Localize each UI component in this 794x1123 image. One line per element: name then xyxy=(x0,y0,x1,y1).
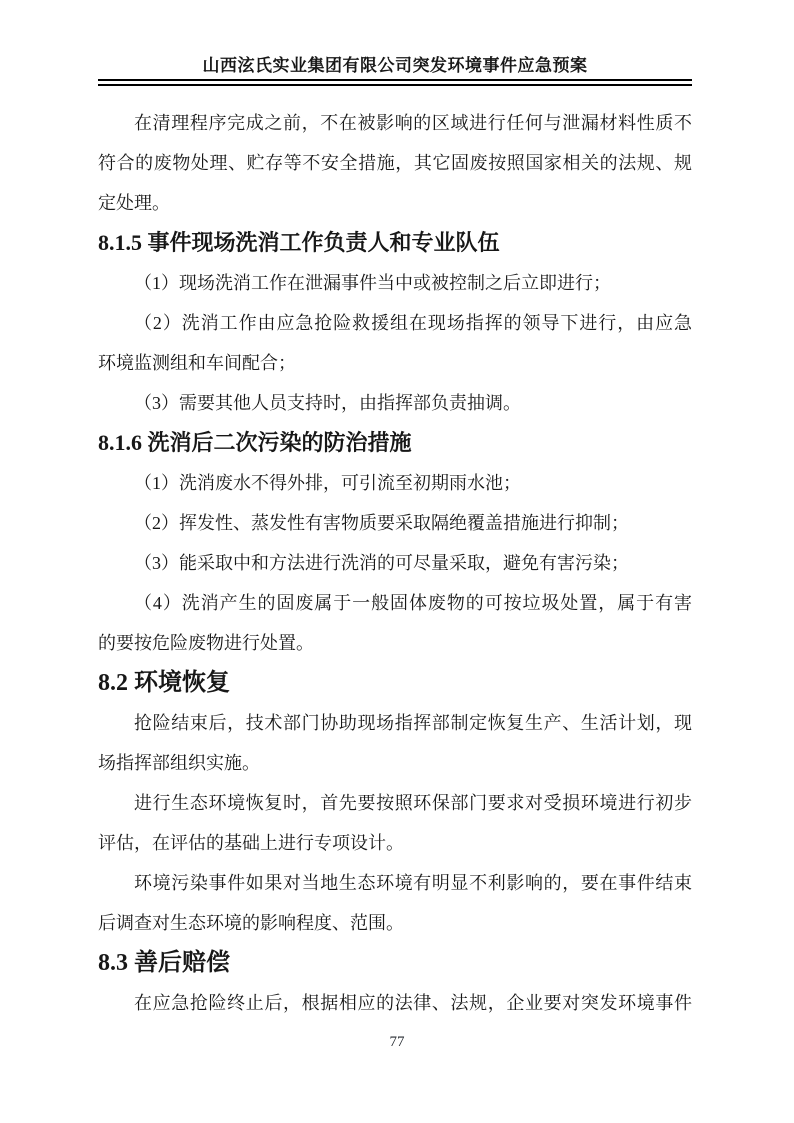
header-rule-bottom xyxy=(98,84,692,86)
intro-line: 在清理程序完成之前，不在被影响的区域进行任何与泄漏材料性质不 xyxy=(134,113,692,133)
list-item-line: （3）需要其他人员支持时，由指挥部负责抽调。 xyxy=(134,393,521,413)
paragraph-line: 进行生态环境恢复时，首先要按照环保部门要求对受损环境进行初步 xyxy=(134,793,692,813)
paragraph-line: 场指挥部组织实施。 xyxy=(98,753,260,773)
intro-line: 定处理。 xyxy=(98,193,170,213)
list-item-line: （3）能采取中和方法进行洗消的可尽量采取，避免有害污染； xyxy=(134,553,629,573)
paragraph-line: 后调查对生态环境的影响程度、范围。 xyxy=(98,913,404,933)
list-item-line: （4）洗消产生的固废属于一般固体废物的可按垃圾处置，属于有害 xyxy=(134,593,692,613)
section-heading-8-1-6: 8.1.6 洗消后二次污染的防治措施 xyxy=(98,430,412,455)
section-heading-8-3: 8.3 善后赔偿 xyxy=(98,950,230,976)
list-item-line: 的要按危险废物进行处置。 xyxy=(98,633,314,653)
paragraph-line: 评估，在评估的基础上进行专项设计。 xyxy=(98,833,404,853)
page-number: 77 xyxy=(389,1034,405,1050)
list-item-line: （2）洗消工作由应急抢险救援组在现场指挥的领导下进行，由应急 xyxy=(134,313,692,333)
paragraph-line: 在应急抢险终止后，根据相应的法律、法规，企业要对突发环境事件 xyxy=(134,993,692,1013)
header-double-rule xyxy=(98,79,692,86)
list-item-line: （2）挥发性、蒸发性有害物质要采取隔绝覆盖措施进行抑制； xyxy=(134,513,629,533)
paragraph-line: 环境污染事件如果对当地生态环境有明显不利影响的，要在事件结束 xyxy=(134,873,692,893)
list-item-line: （1）洗消废水不得外排，可引流至初期雨水池； xyxy=(134,473,521,493)
page-header xyxy=(98,55,692,86)
intro-line: 符合的废物处理、贮存等不安全措施，其它固废按照国家相关的法规、规 xyxy=(98,153,692,173)
section-heading-8-1-5: 8.1.5 事件现场洗消工作负责人和专业队伍 xyxy=(98,230,500,255)
header-rule-top xyxy=(98,79,692,81)
list-item-line: 环境监测组和车间配合； xyxy=(98,353,296,373)
document-body xyxy=(98,103,692,1023)
header-title: 山西泫氏实业集团有限公司突发环境事件应急预案 xyxy=(202,56,588,75)
list-item-line: （1）现场洗消工作在泄漏事件当中或被控制之后立即进行； xyxy=(134,273,611,293)
section-heading-8-2: 8.2 环境恢复 xyxy=(98,670,230,696)
paragraph-line: 抢险结束后，技术部门协助现场指挥部制定恢复生产、生活计划，现 xyxy=(134,713,692,733)
